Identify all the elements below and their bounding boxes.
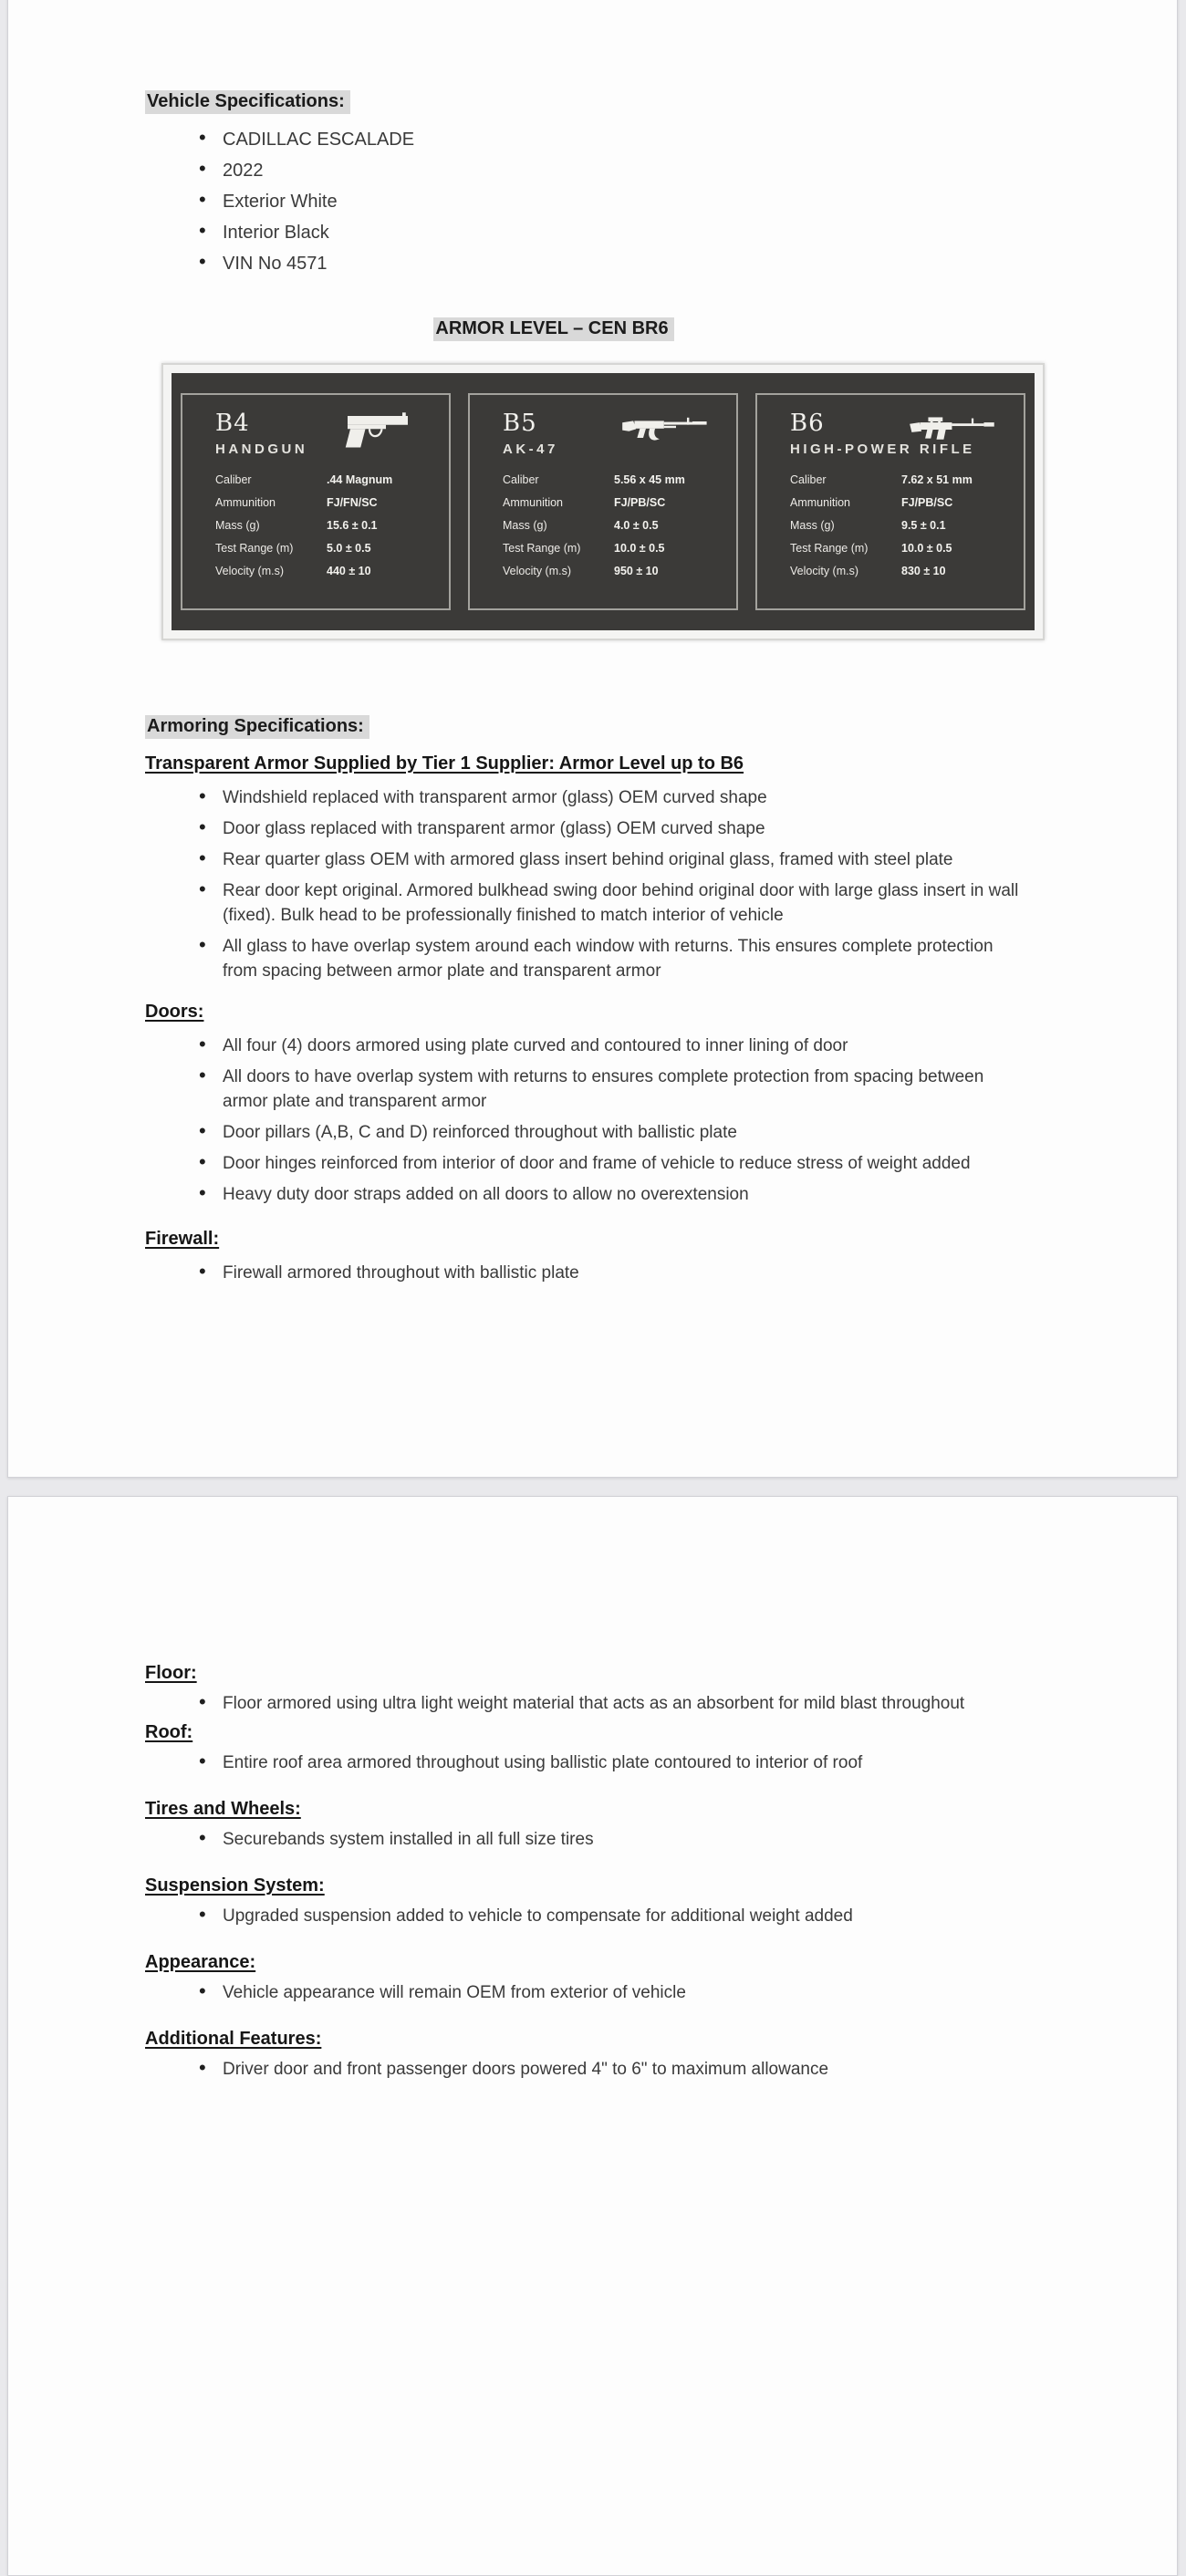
spec-value: .44 Magnum [327,473,393,486]
spec-row [503,492,718,514]
spec-value: 440 ± 10 [327,565,371,577]
list-item-text: All doors to have overlap system with returns to ensures complete protection from spacing between armor plate and transparent armor [223,1067,984,1111]
spec-row [215,469,431,492]
appearance-heading: Appearance: [145,1952,256,1972]
weapon-name: AK-47 [503,441,558,457]
list-item-text: Interior Black [223,223,329,243]
list-item-text: Entire roof area armored throughout using ballistic plate contoured to interior of roof [223,1753,863,1772]
spec-value: 10.0 ± 0.5 [901,542,952,555]
pistol-icon [334,408,421,452]
spec-row [215,537,431,560]
doors-heading: Doors: [145,1002,204,1022]
roof-heading: Roof: [145,1722,193,1742]
list-item-text: Vehicle appearance will remain OEM from exterior of vehicle [223,1983,686,2002]
spec-value: 950 ± 10 [614,565,659,577]
spec-row [215,560,431,583]
suspension-system-heading: Suspension System: [145,1875,325,1896]
weapon-code: B5 [503,410,537,437]
weapon-spec-list [790,469,1005,583]
list-item [191,190,1026,213]
doors-list [191,1034,1026,1207]
list-item [191,1904,1026,1928]
list-item [191,816,1026,841]
list-item-text: 2022 [223,161,264,181]
section-floor [145,1663,1026,1716]
list-item [191,1182,1026,1207]
list-item [191,159,1026,182]
spec-label: Ammunition [503,496,563,509]
roof-list [191,1750,1026,1775]
section-tires-and-wheels [145,1799,1026,1852]
spec-value: 4.0 ± 0.5 [614,519,659,532]
armor-level-title: ARMOR LEVEL – CEN BR6 [433,317,673,341]
appearance-list [191,1980,1026,2005]
section-additional-features [145,2029,1026,2082]
spec-row [790,560,1005,583]
section-vehicle-specifications [145,90,1026,275]
list-item-text: Rear quarter glass OEM with armored glass insert behind original glass, framed with steel plate [223,850,953,869]
spec-value: FJ/PB/SC [614,496,666,509]
list-item [191,128,1026,151]
spec-row [790,537,1005,560]
vehicle-specifications-list [191,128,1026,275]
additional-features-list [191,2057,1026,2082]
spec-label: Test Range (m) [503,542,581,555]
spec-value: 9.5 ± 0.1 [901,519,946,532]
document-page-1 [7,0,1178,1478]
list-item-text: Upgraded suspension added to vehicle to compensate for additional weight added [223,1906,853,1926]
additional-features-heading: Additional Features: [145,2029,322,2049]
list-item [191,1750,1026,1775]
spec-row [215,514,431,537]
spec-label: Ammunition [215,496,276,509]
spec-value: FJ/FN/SC [327,496,378,509]
section-appearance [145,1952,1026,2005]
list-item-text: All four (4) doors armored using plate curved and contoured to inner lining of door [223,1036,848,1055]
list-item-text: Rear door kept original. Armored bulkhead swing door behind original door with large glass insert in wall (fixed). Bulk head to be professionally finished to match interior of vehicle [223,881,1019,925]
list-item-text: CADILLAC ESCALADE [223,130,415,150]
spec-label: Test Range (m) [790,542,869,555]
armor-level-table-inner [172,373,1035,630]
spec-value: 5.56 x 45 mm [614,473,685,486]
weapon-code: B6 [790,410,825,437]
document-page-2 [7,1496,1178,2576]
spec-row [503,537,718,560]
spec-row [503,560,718,583]
floor-heading: Floor: [145,1663,197,1683]
list-item [191,1261,1026,1285]
weapon-card-b5-ak47 [468,393,738,610]
list-item-text: Driver door and front passenger doors powered 4" to 6" to maximum allowance [223,2060,829,2079]
list-item [191,1827,1026,1852]
spec-value: 5.0 ± 0.5 [327,542,371,555]
list-item-text: Floor armored using ultra light weight material that acts as an absorbent for mild blast throughout [223,1694,965,1713]
armoring-specifications-heading: Armoring Specifications: [145,715,369,739]
weapon-code: B4 [215,410,250,437]
spec-label: Mass (g) [790,519,835,532]
list-item [191,878,1026,928]
spec-label: Caliber [503,473,539,486]
spec-value: 10.0 ± 0.5 [614,542,665,555]
armor-level-table [161,363,1045,640]
section-suspension-system [145,1875,1026,1928]
list-item [191,1034,1026,1058]
spec-label: Test Range (m) [215,542,294,555]
transparent-armor-heading: Transparent Armor Supplied by Tier 1 Supplier: Armor Level up to B6 [145,753,744,774]
weapon-spec-list [503,469,718,583]
armor-level-title-row [161,317,946,341]
section-roof [145,1722,1026,1775]
spec-label: Velocity (m.s) [790,565,859,577]
list-item-text: Heavy duty door straps added on all doors to allow no overextension [223,1185,749,1204]
spec-label: Ammunition [790,496,850,509]
spec-row [215,492,431,514]
spec-label: Mass (g) [503,519,547,532]
transparent-armor-heading-row [145,753,1026,774]
list-item-text: Firewall armored throughout with ballistic plate [223,1263,579,1283]
list-item [191,1065,1026,1114]
spec-row [503,469,718,492]
spec-value: 7.62 x 51 mm [901,473,973,486]
list-item-text: VIN No 4571 [223,254,328,274]
spec-row [503,514,718,537]
list-item-text: Door hinges reinforced from interior of door and frame of vehicle to reduce stress of weight added [223,1154,971,1173]
weapon-card-b4-handgun [181,393,451,610]
tires-and-wheels-list [191,1827,1026,1852]
weapon-name: HANDGUN [215,441,308,457]
list-item [191,1691,1026,1716]
list-item-text: Securebands system installed in all full size tires [223,1830,594,1849]
section-doors [145,1002,1026,1207]
list-item-text: Door pillars (A,B, C and D) reinforced throughout with ballistic plate [223,1123,737,1142]
list-item-text: All glass to have overlap system around each window with returns. This ensures complete protection from spacing between armor plate and transparent armor [223,937,994,981]
tires-and-wheels-heading: Tires and Wheels: [145,1799,301,1819]
spec-value: 15.6 ± 0.1 [327,519,378,532]
spec-label: Velocity (m.s) [503,565,572,577]
list-item [191,934,1026,983]
list-item [191,221,1026,244]
list-item [191,847,1026,872]
list-item [191,1120,1026,1145]
list-item-text: Door glass replaced with transparent armor (glass) OEM curved shape [223,819,765,838]
list-item [191,1151,1026,1176]
spec-label: Mass (g) [215,519,260,532]
list-item-text: Windshield replaced with transparent armor (glass) OEM curved shape [223,788,767,807]
rifle-icon [909,408,996,452]
weapon-spec-list [215,469,431,583]
section-firewall [145,1229,1026,1285]
list-item [191,2057,1026,2082]
weapon-name: HIGH-POWER RIFLE [790,441,975,457]
weapon-card-b6-high-power-rifle [755,393,1025,610]
spec-row [790,469,1005,492]
list-item [191,252,1026,275]
spec-label: Caliber [215,473,252,486]
suspension-system-list [191,1904,1026,1928]
firewall-list [191,1261,1026,1285]
ak47-icon [621,408,709,452]
list-item-text: Exterior White [223,192,338,212]
spec-row [790,514,1005,537]
list-item [191,1980,1026,2005]
list-item [191,785,1026,810]
section-armoring-specifications [145,715,1026,983]
spec-row [790,492,1005,514]
spec-value: 830 ± 10 [901,565,946,577]
spec-value: FJ/PB/SC [901,496,953,509]
floor-list [191,1691,1026,1716]
vehicle-specifications-heading: Vehicle Specifications: [145,90,350,114]
spec-label: Caliber [790,473,827,486]
transparent-armor-list [191,785,1026,983]
firewall-heading: Firewall: [145,1229,220,1249]
spec-label: Velocity (m.s) [215,565,285,577]
